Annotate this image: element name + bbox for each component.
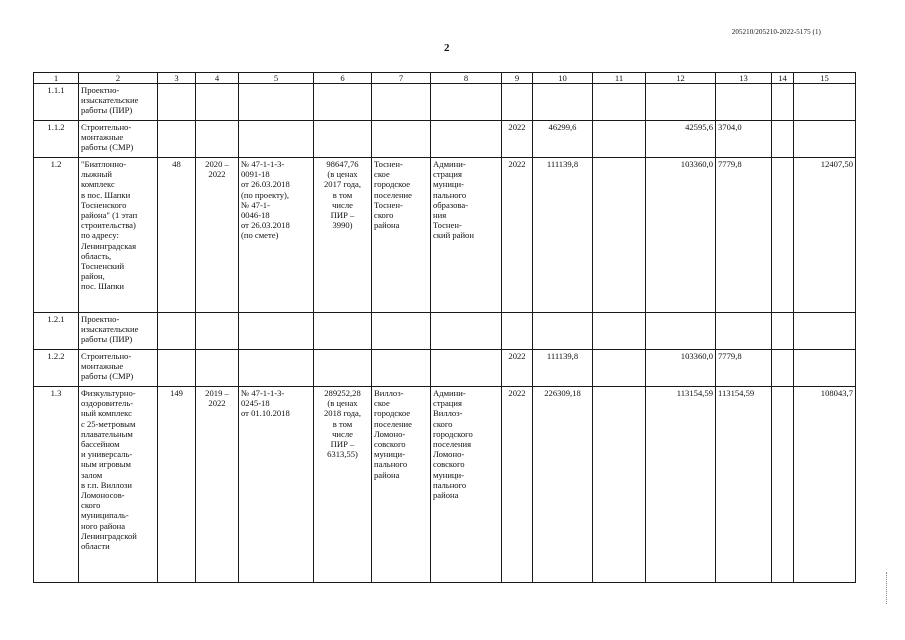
- row-code: 1.2: [34, 158, 79, 313]
- investment-table: [33, 72, 856, 583]
- col-11: [593, 121, 646, 158]
- regional-budget: [646, 313, 716, 350]
- col-14: [772, 84, 794, 121]
- recipient: [431, 350, 502, 387]
- recipient: Админи- страция Виллоз- ского городского поселения Ломоно- совского муници- пального района: [431, 387, 502, 583]
- column-number-row: [34, 73, 856, 84]
- total-amount: 226309,18: [533, 387, 593, 583]
- row-code: 1.2.2: [34, 350, 79, 387]
- column-header: 4: [196, 73, 239, 84]
- table-row: [34, 387, 856, 583]
- row-code: 1.1.1: [34, 84, 79, 121]
- row-code: 1.2.1: [34, 313, 79, 350]
- year: 2022: [502, 121, 533, 158]
- municipality: Виллоз- ское городское поселение Ломоно- совского муници- пального района: [372, 387, 431, 583]
- local-budget: 3704,0: [716, 121, 772, 158]
- total-amount: 111139,8: [533, 158, 593, 313]
- column-header: 11: [593, 73, 646, 84]
- total-amount: 46299,6: [533, 121, 593, 158]
- col-14: [772, 387, 794, 583]
- recipient: [431, 121, 502, 158]
- regional-budget: [646, 84, 716, 121]
- col-11: [593, 387, 646, 583]
- column-header: 5: [239, 73, 314, 84]
- capacity: 48: [158, 158, 196, 313]
- column-header: 12: [646, 73, 716, 84]
- expertise: № 47-1-1-3- 0091-18 от 26.03.2018 (по проекту), № 47-1- 0046-18 от 26.03.2018 (по смете): [239, 158, 314, 313]
- column-header: 15: [794, 73, 856, 84]
- municipality: [372, 313, 431, 350]
- column-header: 8: [431, 73, 502, 84]
- total-amount: [533, 313, 593, 350]
- object-name: "Биатлонно- лыжный комплекс в пос. Шапки Тосненского района" (1 этап строительства) по адресу: Ленинградская область, Тосненский район, пос. Шапки: [79, 158, 158, 313]
- recipient: [431, 313, 502, 350]
- estimated-cost: [314, 313, 372, 350]
- regional-budget: 103360,0: [646, 350, 716, 387]
- column-header: 7: [372, 73, 431, 84]
- municipality: [372, 121, 431, 158]
- column-header: 9: [502, 73, 533, 84]
- regional-budget: 113154,59: [646, 387, 716, 583]
- col-11: [593, 350, 646, 387]
- recipient: Админи- страция муници- пального образова- ния Тоснен- ский район: [431, 158, 502, 313]
- regional-budget: 42595,6: [646, 121, 716, 158]
- recipient: [431, 84, 502, 121]
- column-header: 13: [716, 73, 772, 84]
- col-14: [772, 121, 794, 158]
- object-name: Проектно- изыскательские работы (ПИР): [79, 313, 158, 350]
- row-code: 1.3: [34, 387, 79, 583]
- document-id: 205210/205210-2022-5175 (1): [731, 28, 821, 36]
- col-14: [772, 313, 794, 350]
- col-15: 12407,50: [794, 158, 856, 313]
- object-name: Строительно- монтажные работы (СМР): [79, 350, 158, 387]
- year: [502, 313, 533, 350]
- year: 2022: [502, 350, 533, 387]
- capacity: [158, 350, 196, 387]
- period: [196, 121, 239, 158]
- year: 2022: [502, 158, 533, 313]
- object-name: Проектно- изыскательские работы (ПИР): [79, 84, 158, 121]
- col-15: [794, 350, 856, 387]
- col-11: [593, 313, 646, 350]
- table-row: [34, 158, 856, 313]
- local-budget: 7779,8: [716, 158, 772, 313]
- col-14: [772, 350, 794, 387]
- period: [196, 350, 239, 387]
- estimated-cost: [314, 84, 372, 121]
- local-budget: [716, 313, 772, 350]
- period: 2020 – 2022: [196, 158, 239, 313]
- col-15: [794, 121, 856, 158]
- expertise: [239, 350, 314, 387]
- regional-budget: 103360,0: [646, 158, 716, 313]
- period: [196, 313, 239, 350]
- municipality: Тоснен- ское городское поселение Тоснен- ского района: [372, 158, 431, 313]
- municipality: [372, 350, 431, 387]
- estimated-cost: [314, 121, 372, 158]
- object-name: Физкультурно- оздоровитель- ный комплекс с 25-метровым плавательным бассейном и универсаль- ным игровым залом в г.п. Виллози Ломоносов- ского муниципаль- ного района Ленинградской области: [79, 387, 158, 583]
- table-row: [34, 313, 856, 350]
- capacity: [158, 313, 196, 350]
- table-row: [34, 121, 856, 158]
- year: 2022: [502, 387, 533, 583]
- expertise: [239, 313, 314, 350]
- column-header: 1: [34, 73, 79, 84]
- col-11: [593, 84, 646, 121]
- column-header: 3: [158, 73, 196, 84]
- period: 2019 – 2022: [196, 387, 239, 583]
- column-header: 2: [79, 73, 158, 84]
- year: [502, 84, 533, 121]
- total-amount: 111139,8: [533, 350, 593, 387]
- capacity: [158, 84, 196, 121]
- scan-artifact: [886, 572, 888, 604]
- col-15: 108043,7: [794, 387, 856, 583]
- estimated-cost: 98647,76 (в ценах 2017 года, в том числе ПИР – 3990): [314, 158, 372, 313]
- column-header: 6: [314, 73, 372, 84]
- municipality: [372, 84, 431, 121]
- capacity: 149: [158, 387, 196, 583]
- estimated-cost: [314, 350, 372, 387]
- table-row: [34, 84, 856, 121]
- expertise: № 47-1-1-3- 0245-18 от 01.10.2018: [239, 387, 314, 583]
- expertise: [239, 84, 314, 121]
- column-header: 14: [772, 73, 794, 84]
- total-amount: [533, 84, 593, 121]
- column-header: 10: [533, 73, 593, 84]
- period: [196, 84, 239, 121]
- table-row: [34, 350, 856, 387]
- col-15: [794, 84, 856, 121]
- estimated-cost: 289252,28 (в ценах 2018 года, в том числе ПИР – 6313,55): [314, 387, 372, 583]
- col-15: [794, 313, 856, 350]
- capacity: [158, 121, 196, 158]
- local-budget: 113154,59: [716, 387, 772, 583]
- col-14: [772, 158, 794, 313]
- col-11: [593, 158, 646, 313]
- object-name: Строительно- монтажные работы (СМР): [79, 121, 158, 158]
- page-number: 2: [444, 42, 450, 54]
- row-code: 1.1.2: [34, 121, 79, 158]
- local-budget: 7779,8: [716, 350, 772, 387]
- local-budget: [716, 84, 772, 121]
- expertise: [239, 121, 314, 158]
